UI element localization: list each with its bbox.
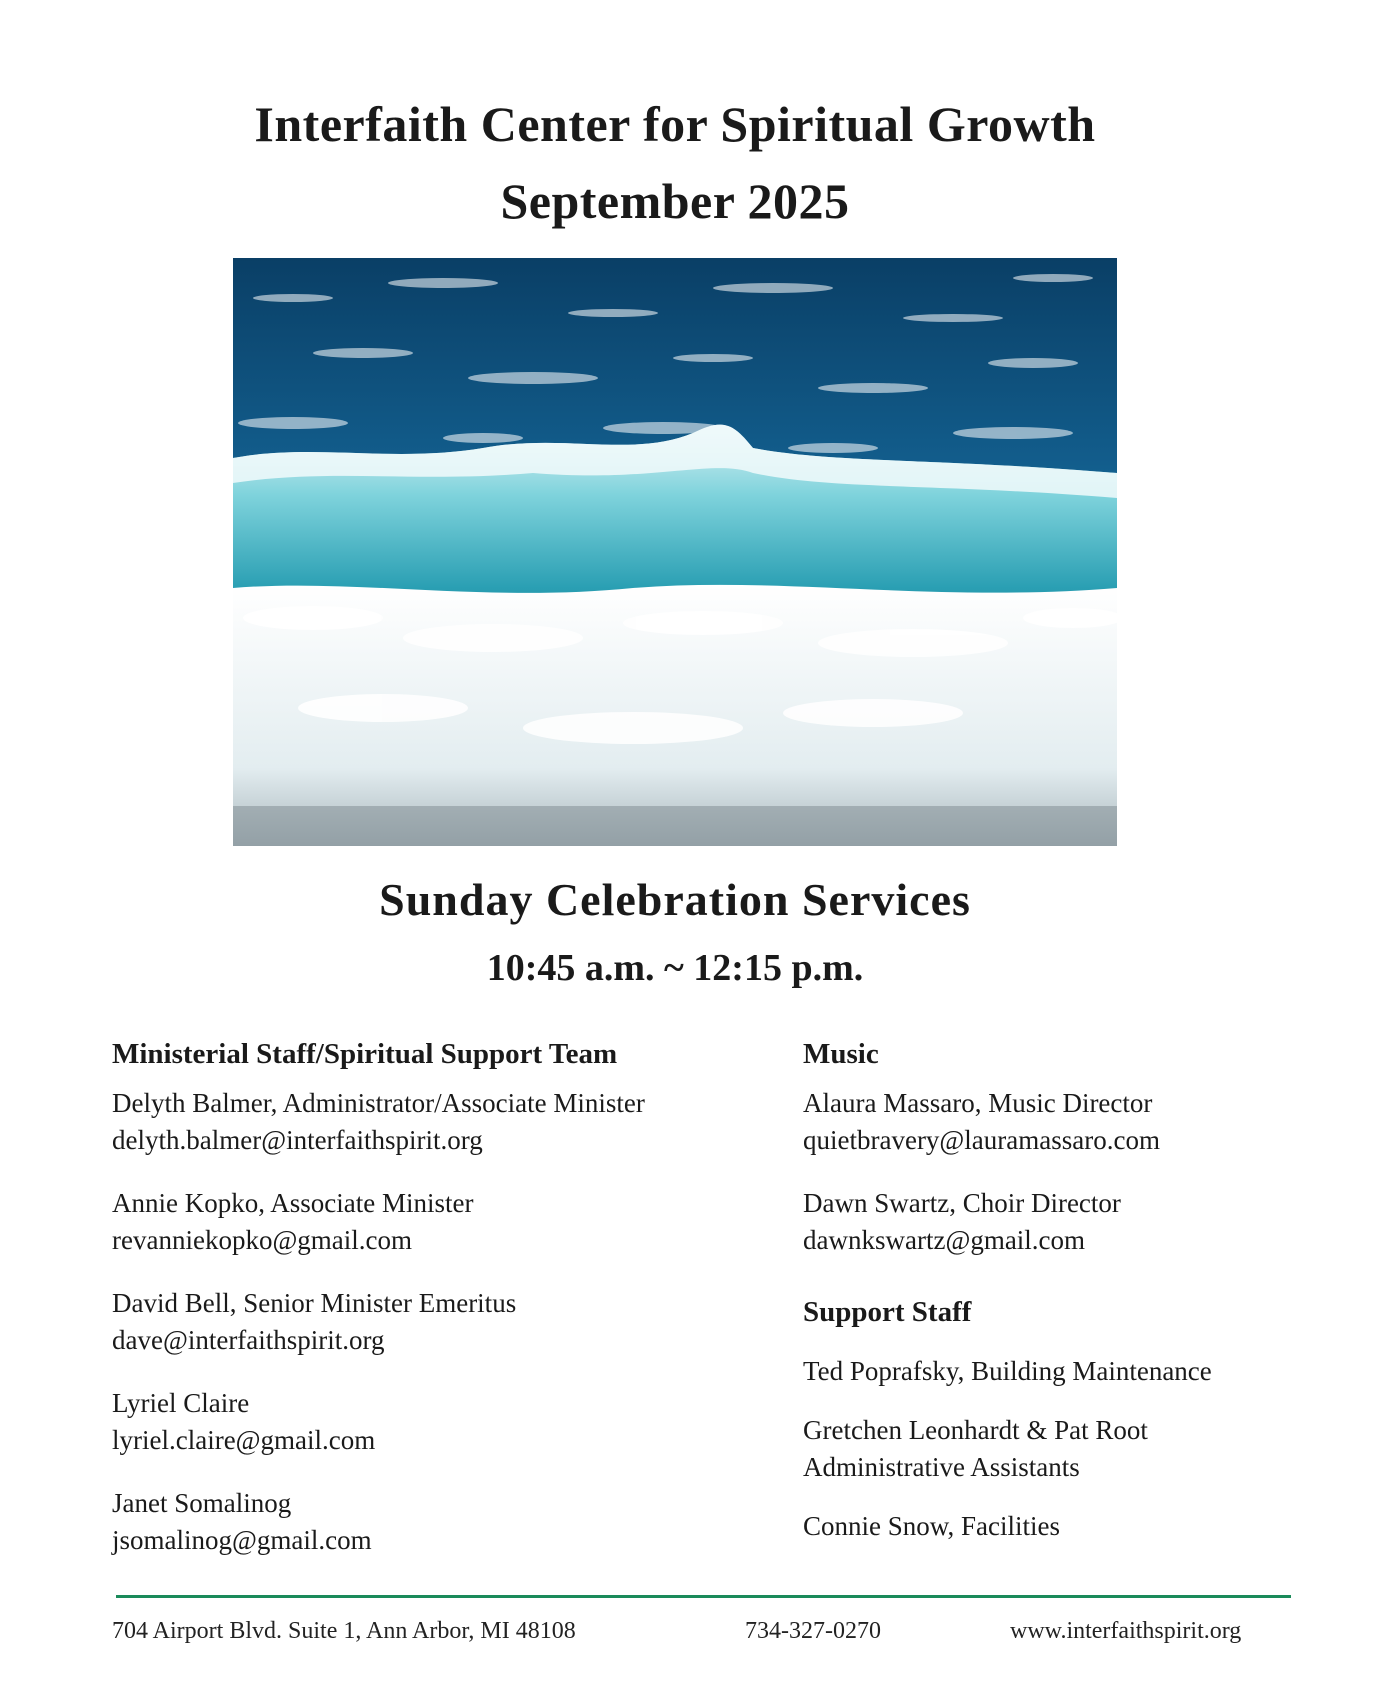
staff-entry	[112, 1385, 792, 1459]
ministerial-heading: Ministerial Staff/Spiritual Support Team	[112, 1038, 618, 1070]
staff-name: Lyriel Claire	[112, 1388, 250, 1418]
staff-email[interactable]: revanniekopko@gmail.com	[112, 1225, 413, 1255]
staff-entry	[112, 1485, 792, 1559]
footer-divider	[116, 1595, 1291, 1598]
staff-name: Janet Somalinog	[112, 1488, 292, 1518]
support-line: Ted Poprafsky, Building Maintenance	[803, 1356, 1212, 1386]
staff-email[interactable]: lyriel.claire@gmail.com	[112, 1425, 376, 1455]
music-heading: Music	[803, 1038, 879, 1070]
staff-entry	[112, 1285, 792, 1359]
services-time: 10:45 a.m. ~ 12:15 p.m.	[486, 947, 864, 989]
music-name: Dawn Swartz, Choir Director	[803, 1188, 1121, 1218]
ocean-wave-illustration	[233, 258, 1117, 846]
music-email[interactable]: quietbravery@lauramassaro.com	[803, 1125, 1160, 1155]
footer-website-link[interactable]: www.interfaithspirit.org	[1010, 1618, 1242, 1644]
staff-name: Delyth Balmer, Administrator/Associate Minister	[112, 1088, 645, 1118]
footer-address: 704 Airport Blvd. Suite 1, Ann Arbor, MI 48108	[112, 1618, 576, 1644]
support-line: Administrative Assistants	[803, 1452, 1080, 1482]
staff-entry	[112, 1185, 792, 1259]
music-name: Alaura Massaro, Music Director	[803, 1088, 1153, 1118]
music-support-column	[803, 1035, 1363, 1567]
support-entry	[803, 1508, 1363, 1545]
support-staff-heading: Support Staff	[803, 1296, 972, 1328]
staff-email[interactable]: jsomalinog@gmail.com	[112, 1525, 372, 1555]
ministerial-staff-column	[112, 1035, 792, 1585]
staff-entry	[112, 1085, 792, 1159]
support-entry	[803, 1353, 1363, 1390]
staff-email[interactable]: dave@interfaithspirit.org	[112, 1325, 385, 1355]
page-subtitle-date: September 2025	[500, 173, 850, 229]
support-entry	[803, 1412, 1363, 1486]
support-line: Connie Snow, Facilities	[803, 1511, 1060, 1541]
staff-name: Annie Kopko, Associate Minister	[112, 1188, 474, 1218]
music-entry	[803, 1085, 1363, 1159]
page-title: Interfaith Center for Spiritual Growth	[254, 96, 1096, 152]
services-heading: Sunday Celebration Services	[379, 874, 971, 925]
staff-name: David Bell, Senior Minister Emeritus	[112, 1288, 517, 1318]
support-line: Gretchen Leonhardt & Pat Root	[803, 1415, 1148, 1445]
music-entry	[803, 1185, 1363, 1259]
footer-phone[interactable]: 734-327-0270	[745, 1618, 881, 1644]
staff-email[interactable]: delyth.balmer@interfaithspirit.org	[112, 1125, 483, 1155]
music-email[interactable]: dawnkswartz@gmail.com	[803, 1225, 1086, 1255]
ocean-wave-photo	[233, 258, 1117, 846]
